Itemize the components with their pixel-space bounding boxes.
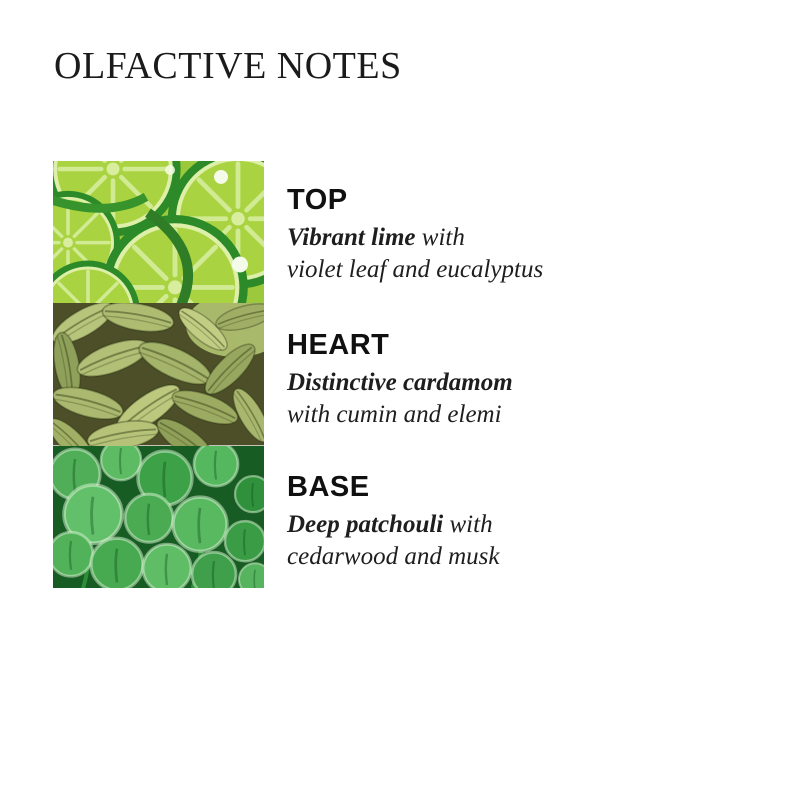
note-heart-line-1 xyxy=(287,367,513,399)
note-top-label: TOP xyxy=(287,184,348,216)
note-base-highlight: Deep patchouli xyxy=(287,511,444,538)
note-base xyxy=(287,472,499,573)
note-top-line-1-rest: with xyxy=(415,224,465,251)
patchouli-leaves-image xyxy=(53,446,264,588)
page-title: OLFACTIVE NOTES xyxy=(54,45,402,87)
note-top-line-2: violet leaf and eucalyptus xyxy=(287,256,544,283)
note-base-line-1 xyxy=(287,509,499,541)
note-top-highlight: Vibrant lime xyxy=(287,224,416,251)
note-heart xyxy=(287,330,513,431)
note-top xyxy=(287,185,543,286)
note-heart-label: HEART xyxy=(287,329,390,361)
note-heart-line-2: with cumin and elemi xyxy=(287,401,502,428)
cardamom-pods-image xyxy=(53,303,264,445)
note-base-line-1-rest: with xyxy=(443,511,493,538)
note-top-line-1 xyxy=(287,222,543,254)
note-base-line-2: cedarwood and musk xyxy=(287,543,500,570)
note-base-label: BASE xyxy=(287,471,370,503)
note-image-column xyxy=(53,161,264,588)
note-heart-highlight: Distinctive cardamom xyxy=(287,369,513,396)
lime-slices-image xyxy=(53,161,264,303)
